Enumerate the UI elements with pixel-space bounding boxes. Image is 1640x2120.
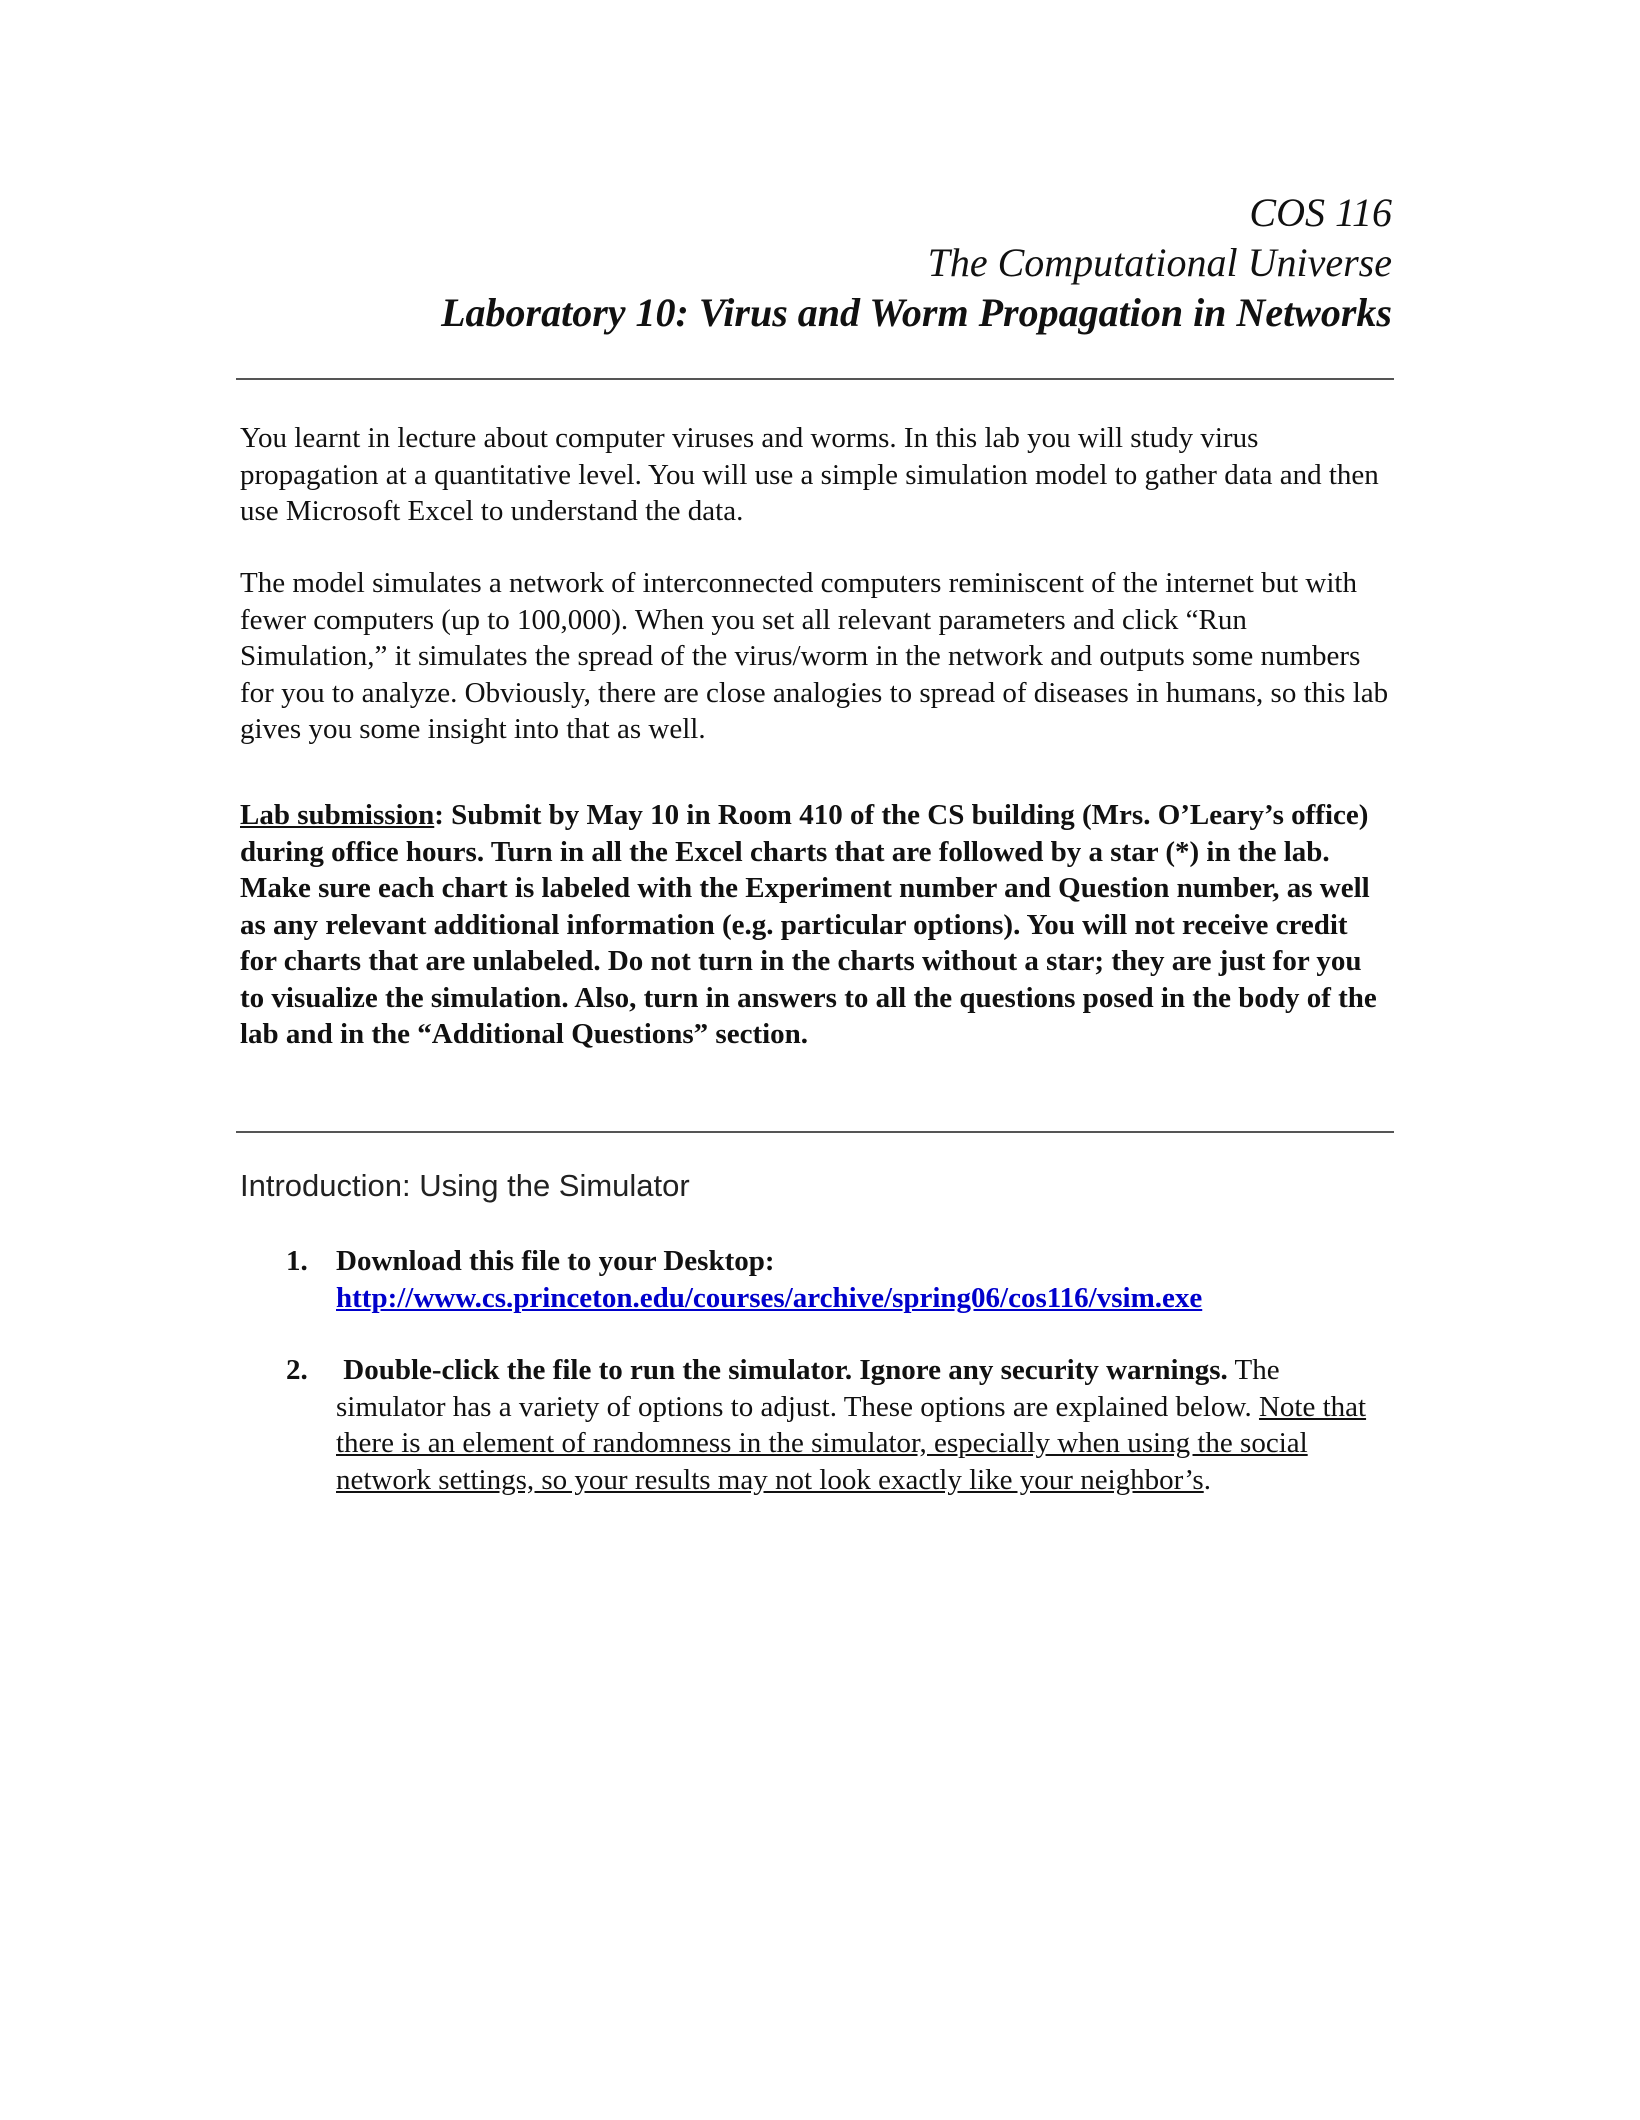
step-trailing: . [1203,1463,1211,1496]
model-paragraph: The model simulates a network of interconnected computers reminiscent of the internet but with fewer computers (up to 100,000). When you set all relevant parameters and click “Run Simulation,” it simulates the spread of the virus/worm in the network and outputs some numbers for you to analyze. Obviously, there are close analogies to spread of diseases in humans, so this lab gives you some insight into that as well. [240,567,1389,745]
lab-title: Laboratory 10: Virus and Worm Propagation in Networks [441,290,1392,335]
step-number: 1. [286,1245,308,1277]
intro-paragraph: You learnt in lecture about computer viruses and worms. In this lab you will study virus propagation at a quantitative level. You will use a simple simulation model to gather data and then use Microsoft Excel to understand the data. [240,422,1379,527]
submission-label: Lab submission [240,799,435,831]
download-link[interactable]: http://www.cs.princeton.edu/courses/archive/spring06/cos116/vsim.exe [336,1281,1203,1314]
section-divider [236,1131,1394,1133]
top-divider [236,378,1394,380]
submission-paragraph [240,797,1390,1053]
randomness-note: Note that there is an element of randomness in the simulator, especially when using the social network settings, so your results may not look exactly like your neighbor’s [336,1390,1367,1496]
step-instruction: Double-click the file to run the simulator. Ignore any security warnings. [343,1354,1228,1386]
section-heading: Introduction: Using the Simulator [240,1168,690,1203]
step-instruction: Download this file to your Desktop: [336,1245,775,1277]
course-subtitle: The Computational Universe [927,240,1392,285]
step-text: The simulator has a variety of options to adjust. These options are explained below. [336,1354,1280,1423]
submission-text: : Submit by May 10 in Room 410 of the CS building (Mrs. O’Leary’s office) during office hours. Turn in all the Excel charts that are followed by a star (*) in the lab. Make sure each chart is labeled with the Experiment number and Question number, as well as any relevant additional information (e.g. particular options). You will not receive credit for charts that are unlabeled. Do not turn in the charts without a star; they are just for you to visualize the simulation. Also, turn in answers to all the questions posed in the body of the lab and in the “Additional Questions” section. [240,799,1377,1050]
step-number: 2. [286,1354,308,1386]
step-body [336,1243,1386,1316]
document-header [300,188,1392,338]
course-code: COS 116 [1249,190,1392,235]
step-body [336,1352,1386,1498]
